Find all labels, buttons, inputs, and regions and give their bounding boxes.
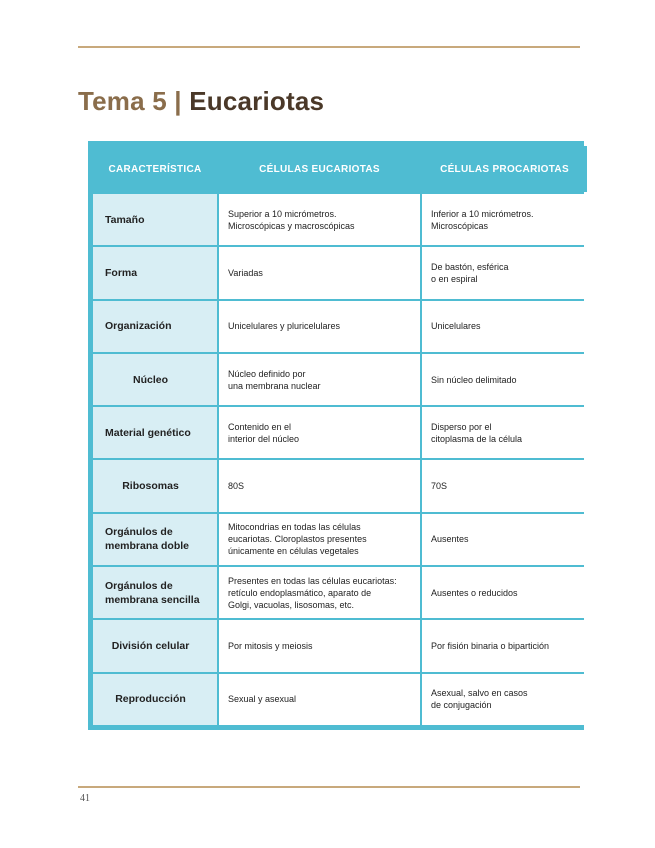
procariotas-line: Disperso por el: [431, 421, 492, 432]
feature-cell: Organización: [93, 301, 217, 352]
eucariotas-line: únicamente en células vegetales: [228, 546, 359, 557]
eucariotas-line: Presentes en todas las células eucariotas:: [228, 575, 397, 586]
header-caracteristica: CARACTERÍSTICA: [93, 146, 217, 192]
table-row: [93, 567, 587, 618]
feature-cell: Tamaño: [93, 194, 217, 245]
procariotas-cell: [422, 620, 587, 671]
procariotas-line: Por fisión binaria o bipartición: [431, 641, 550, 652]
procariotas-cell: [422, 567, 587, 618]
eucariotas-line: 80S: [228, 481, 245, 492]
eucariotas-line: Microscópicas y macroscópicas: [228, 220, 355, 231]
table-row: [93, 407, 587, 458]
table-row: [93, 301, 587, 352]
table-row: [93, 514, 587, 565]
title-main: Eucariotas: [189, 86, 325, 116]
comparison-table: [88, 141, 584, 730]
bottom-divider: [78, 786, 580, 788]
feature-cell: Núcleo: [93, 354, 217, 405]
feature-cell: Orgánulos de membrana doble: [93, 514, 217, 565]
procariotas-line: citoplasma de la célula: [431, 433, 523, 444]
procariotas-line: Ausentes: [431, 534, 469, 545]
eucariotas-cell: [219, 620, 420, 671]
eucariotas-line: Sexual y asexual: [228, 694, 297, 705]
feature-cell: Ribosomas: [93, 460, 217, 511]
page-title: [78, 86, 324, 117]
feature-cell: Orgánulos de membrana sencilla: [93, 567, 217, 618]
procariotas-cell: [422, 247, 587, 298]
eucariotas-cell: [219, 301, 420, 352]
procariotas-cell: [422, 194, 587, 245]
procariotas-cell: [422, 674, 587, 725]
procariotas-line: Asexual, salvo en casos: [431, 688, 528, 699]
page-number: 41: [80, 793, 90, 804]
procariotas-line: De bastón, esférica: [431, 261, 509, 272]
procariotas-cell: [422, 354, 587, 405]
table-row: [93, 620, 587, 671]
eucariotas-line: Por mitosis y meiosis: [228, 641, 313, 652]
eucariotas-line: Superior a 10 micrómetros.: [228, 208, 337, 219]
table-row: [93, 194, 587, 245]
procariotas-line: Unicelulares: [431, 321, 481, 332]
procariotas-line: 70S: [431, 481, 448, 492]
eucariotas-cell: [219, 247, 420, 298]
table-row: [93, 354, 587, 405]
eucariotas-cell: [219, 354, 420, 405]
eucariotas-line: una membrana nuclear: [228, 380, 321, 391]
eucariotas-cell: [219, 514, 420, 565]
top-divider: [78, 46, 580, 48]
procariotas-line: de conjugación: [431, 700, 492, 711]
eucariotas-cell: [219, 674, 420, 725]
procariotas-cell: [422, 460, 587, 511]
eucariotas-line: interior del núcleo: [228, 433, 300, 444]
eucariotas-line: Variadas: [228, 267, 263, 278]
eucariotas-cell: [219, 567, 420, 618]
eucariotas-cell: [219, 460, 420, 511]
procariotas-line: Microscópicas: [431, 220, 489, 231]
eucariotas-line: eucariotas. Cloroplastos presentes: [228, 534, 367, 545]
title-prefix: Tema 5 |: [78, 86, 190, 116]
table-header-row: [93, 146, 587, 192]
procariotas-cell: [422, 301, 587, 352]
header-eucariotas: CÉLULAS EUCARIOTAS: [219, 146, 420, 192]
procariotas-line: Sin núcleo delimitado: [431, 374, 517, 385]
procariotas-cell: [422, 514, 587, 565]
eucariotas-line: retículo endoplasmático, aparato de: [228, 587, 372, 598]
eucariotas-line: Mitocondrias en todas las células: [228, 522, 361, 533]
procariotas-line: Inferior a 10 micrómetros.: [431, 208, 534, 219]
eucariotas-cell: [219, 407, 420, 458]
header-procariotas: CÉLULAS PROCARIOTAS: [422, 146, 587, 192]
procariotas-line: Ausentes o reducidos: [431, 587, 518, 598]
eucariotas-cell: [219, 194, 420, 245]
feature-cell: Forma: [93, 247, 217, 298]
procariotas-line: o en espiral: [431, 273, 478, 284]
procariotas-cell: [422, 407, 587, 458]
feature-cell: Reproducción: [93, 674, 217, 725]
table-row: [93, 460, 587, 511]
feature-cell: Material genético: [93, 407, 217, 458]
eucariotas-line: Núcleo definido por: [228, 368, 306, 379]
table-row: [93, 674, 587, 725]
feature-cell: División celular: [93, 620, 217, 671]
table-row: [93, 247, 587, 298]
eucariotas-line: Golgi, vacuolas, lisosomas, etc.: [228, 599, 355, 610]
eucariotas-line: Contenido en el: [228, 421, 292, 432]
eucariotas-line: Unicelulares y pluricelulares: [228, 321, 341, 332]
